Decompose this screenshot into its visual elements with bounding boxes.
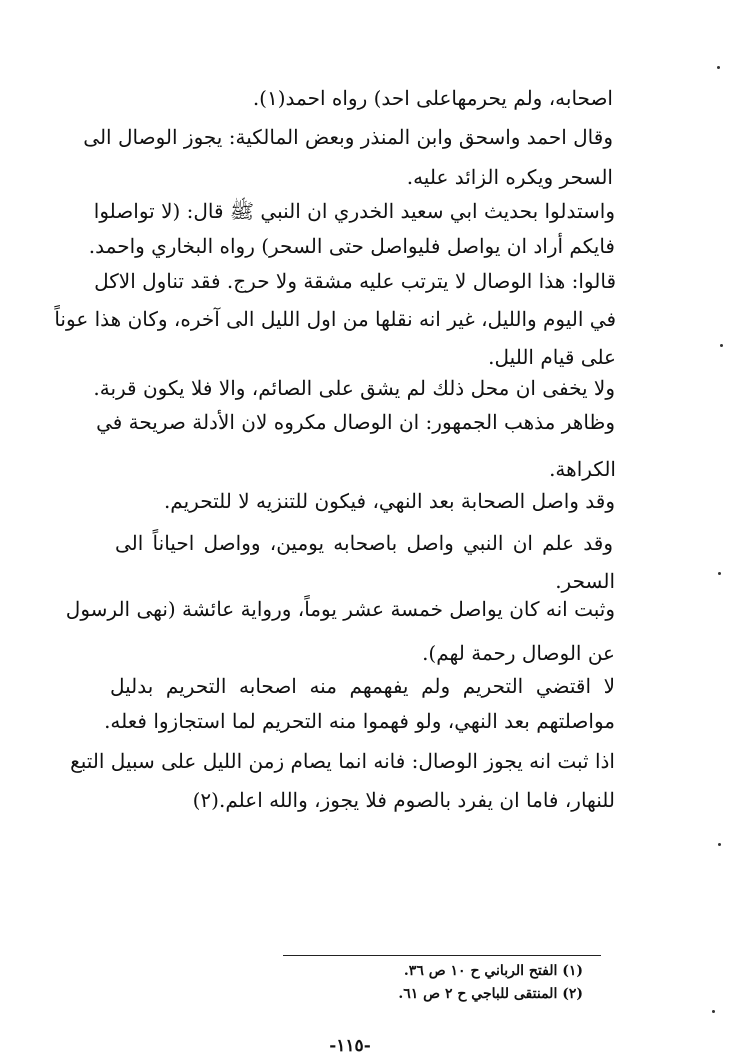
scan-speck — [718, 843, 721, 846]
scan-speck — [712, 1010, 715, 1013]
text-line-3: السحر ويكره الزائد عليه. — [406, 165, 613, 189]
page-number: -١١٥- — [329, 1036, 371, 1056]
scan-speck — [717, 66, 720, 69]
text-line-8: على قيام الليل. — [488, 345, 616, 369]
text-line-13: وقد علم ان النبي واصل باصحابه يومين، وواصل احياناً الى — [115, 531, 613, 555]
text-line-10: وظاهر مذهب الجمهور: ان الوصال مكروه لان الأدلة صريحة في — [96, 410, 615, 434]
text-line-15: وثبت انه كان يواصل خمسة عشر يوماً، ورواية عائشة (نهى الرسول — [65, 597, 615, 621]
text-line-9: ولا يخفى ان محل ذلك لم يشق على الصائم، والا فلا يكون قربة. — [93, 376, 615, 400]
text-line-17: لا اقتضي التحريم ولم يفهمهم منه اصحابه التحريم بدليل — [110, 674, 615, 698]
footnote-2: (٢) المنتقى للباجي ح ٢ ص ٦١. — [398, 986, 583, 1002]
text-line-7: في اليوم والليل، غير انه نقلها من اول الليل الى آخره، وكان هذا عوناً — [54, 307, 616, 331]
text-line-11: الكراهة. — [549, 457, 616, 481]
text-line-19: اذا ثبت انه يجوز الوصال: فانه انما يصام زمن الليل على سبيل التبع — [70, 749, 615, 773]
text-line-16: عن الوصال رحمة لهم). — [422, 641, 615, 665]
scan-speck — [720, 344, 723, 347]
text-line-18: مواصلتهم بعد النهي، ولو فهموا منه التحريم لما استجازوا فعله. — [104, 709, 615, 733]
scan-speck — [718, 572, 721, 575]
footnote-1: (١) الفتح الرباني ح ١٠ ص ٣٦. — [403, 963, 583, 979]
text-line-12: وقد واصل الصحابة بعد النهي، فيكون للتنزيه لا للتحريم. — [163, 489, 615, 513]
text-line-1: اصحابه، ولم يحرمهاعلى احد) رواه احمد(١). — [252, 86, 613, 110]
text-line-2: وقال احمد واسحق وابن المنذر وبعض المالكية: يجوز الوصال الى — [83, 125, 613, 149]
text-line-14: السحر. — [555, 569, 615, 593]
text-line-20: للنهار، فاما ان يفرد بالصوم فلا يجوز، والله اعلم.(٢) — [192, 788, 615, 812]
text-line-5: فايكم أراد ان يواصل فليواصل حتى السحر) رواه البخاري واحمد. — [88, 234, 615, 258]
text-line-4: واستدلوا بحديث ابي سعيد الخدري ان النبي ﷺ قال: (لا تواصلوا — [93, 199, 615, 223]
footnote-divider — [283, 955, 601, 956]
text-line-6: قالوا: هذا الوصال لا يترتب عليه مشقة ولا حرج. فقد تناول الاكل — [94, 269, 616, 293]
